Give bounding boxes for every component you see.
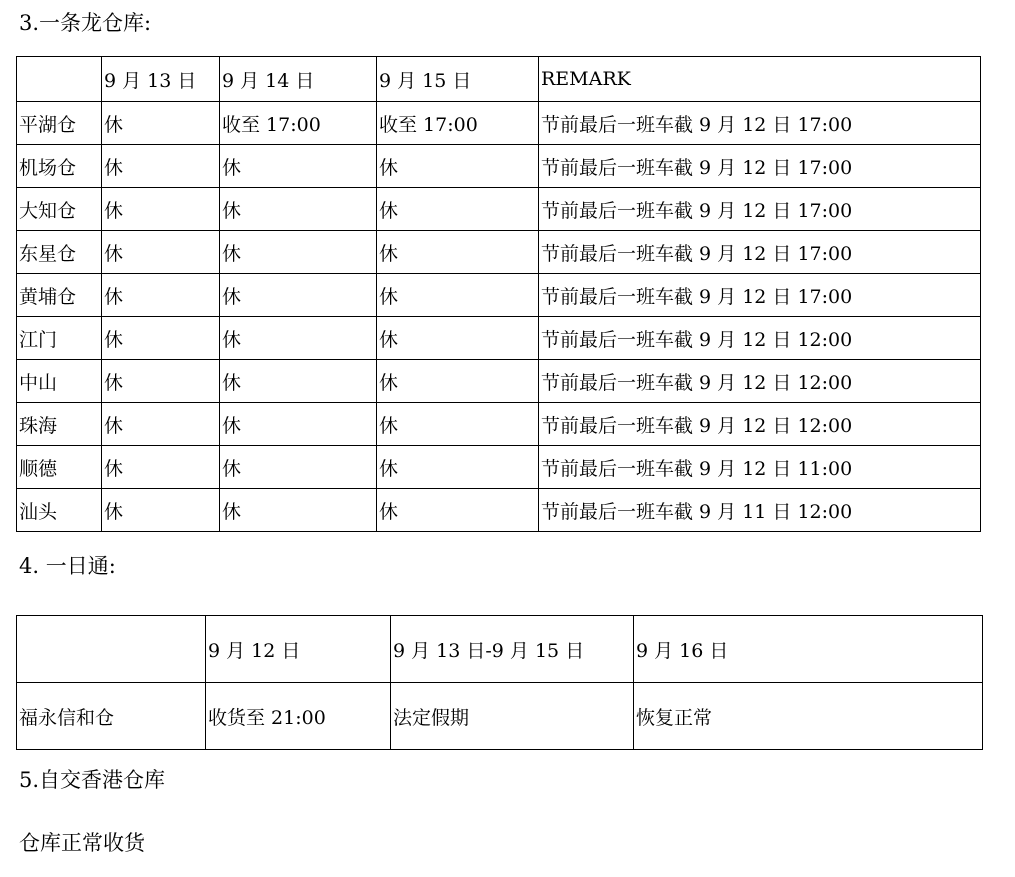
- remark-cell: 节前最后一班车截 9 月 11 日 12:00: [539, 489, 981, 532]
- table-row: [17, 446, 981, 489]
- remark-cell: 节前最后一班车截 9 月 12 日 12:00: [539, 403, 981, 446]
- table-cell: 休: [377, 274, 539, 317]
- table-cell: 休: [102, 317, 220, 360]
- table-cell: 休: [220, 145, 377, 188]
- table-row: [17, 683, 983, 750]
- remark-cell: 节前最后一班车截 9 月 12 日 17:00: [539, 102, 981, 145]
- header-cell: [17, 616, 206, 683]
- remark-cell: 节前最后一班车截 9 月 12 日 17:00: [539, 145, 981, 188]
- table-cell: 休: [102, 231, 220, 274]
- header-cell: 9 月 16 日: [634, 616, 983, 683]
- header-cell: 9 月 15 日: [377, 57, 539, 102]
- table-row: [17, 489, 981, 532]
- table-cell: 收货至 21:00: [206, 683, 391, 750]
- warehouse-name: 中山: [17, 360, 102, 403]
- table-cell: 休: [220, 188, 377, 231]
- header-cell: [17, 57, 102, 102]
- header-cell: 9 月 14 日: [220, 57, 377, 102]
- header-cell: 9 月 13 日-9 月 15 日: [391, 616, 634, 683]
- table-row: [17, 102, 981, 145]
- table-cell: 休: [220, 489, 377, 532]
- section-3-title: 3.一条龙仓库:: [19, 11, 152, 35]
- warehouse-name: 珠海: [17, 403, 102, 446]
- table-cell: 休: [377, 231, 539, 274]
- table-cell: 休: [220, 403, 377, 446]
- table-cell: 休: [377, 360, 539, 403]
- remark-cell: 节前最后一班车截 9 月 12 日 17:00: [539, 274, 981, 317]
- table-cell: 休: [102, 360, 220, 403]
- one-stop-warehouse-table: [16, 56, 981, 532]
- table-cell: 法定假期: [391, 683, 634, 750]
- table-cell: 休: [102, 145, 220, 188]
- table-cell: 休: [377, 446, 539, 489]
- remark-cell: 节前最后一班车截 9 月 12 日 12:00: [539, 317, 981, 360]
- table-cell: 休: [102, 446, 220, 489]
- table-cell: 休: [220, 274, 377, 317]
- warehouse-name: 江门: [17, 317, 102, 360]
- warehouse-name: 黄埔仓: [17, 274, 102, 317]
- remark-cell: 节前最后一班车截 9 月 12 日 12:00: [539, 360, 981, 403]
- header-cell: 9 月 12 日: [206, 616, 391, 683]
- table-row: [17, 317, 981, 360]
- table-cell: 休: [102, 403, 220, 446]
- table-row: [17, 145, 981, 188]
- table-header-row: [17, 57, 981, 102]
- table-cell: 收至 17:00: [220, 102, 377, 145]
- table-cell: 休: [102, 188, 220, 231]
- table-cell: 休: [377, 403, 539, 446]
- table-cell: 休: [377, 145, 539, 188]
- remark-cell: 节前最后一班车截 9 月 12 日 11:00: [539, 446, 981, 489]
- warehouse-name: 顺德: [17, 446, 102, 489]
- table-cell: 休: [220, 231, 377, 274]
- header-cell: REMARK: [539, 57, 981, 102]
- section-5-note: 仓库正常收货: [19, 831, 145, 855]
- table-cell: 休: [377, 317, 539, 360]
- warehouse-name: 平湖仓: [17, 102, 102, 145]
- table-row: [17, 231, 981, 274]
- table-cell: 休: [102, 102, 220, 145]
- table-cell: 休: [377, 489, 539, 532]
- remark-cell: 节前最后一班车截 9 月 12 日 17:00: [539, 188, 981, 231]
- section-4-title: 4. 一日通:: [19, 554, 116, 578]
- table-cell: 休: [102, 274, 220, 317]
- warehouse-name: 汕头: [17, 489, 102, 532]
- table-row: [17, 188, 981, 231]
- warehouse-name: 东星仓: [17, 231, 102, 274]
- section-5-title: 5.自交香港仓库: [19, 768, 166, 792]
- header-cell: 9 月 13 日: [102, 57, 220, 102]
- table-cell: 休: [377, 188, 539, 231]
- table-cell: 休: [220, 317, 377, 360]
- table-cell: 恢复正常: [634, 683, 983, 750]
- warehouse-name: 大知仓: [17, 188, 102, 231]
- warehouse-name: 福永信和仓: [17, 683, 206, 750]
- warehouse-name: 机场仓: [17, 145, 102, 188]
- table-row: [17, 360, 981, 403]
- table-header-row: [17, 616, 983, 683]
- table-cell: 收至 17:00: [377, 102, 539, 145]
- remark-cell: 节前最后一班车截 9 月 12 日 17:00: [539, 231, 981, 274]
- one-day-pass-table: [16, 615, 983, 750]
- table-row: [17, 274, 981, 317]
- table-cell: 休: [220, 360, 377, 403]
- table-row: [17, 403, 981, 446]
- table-cell: 休: [220, 446, 377, 489]
- table-cell: 休: [102, 489, 220, 532]
